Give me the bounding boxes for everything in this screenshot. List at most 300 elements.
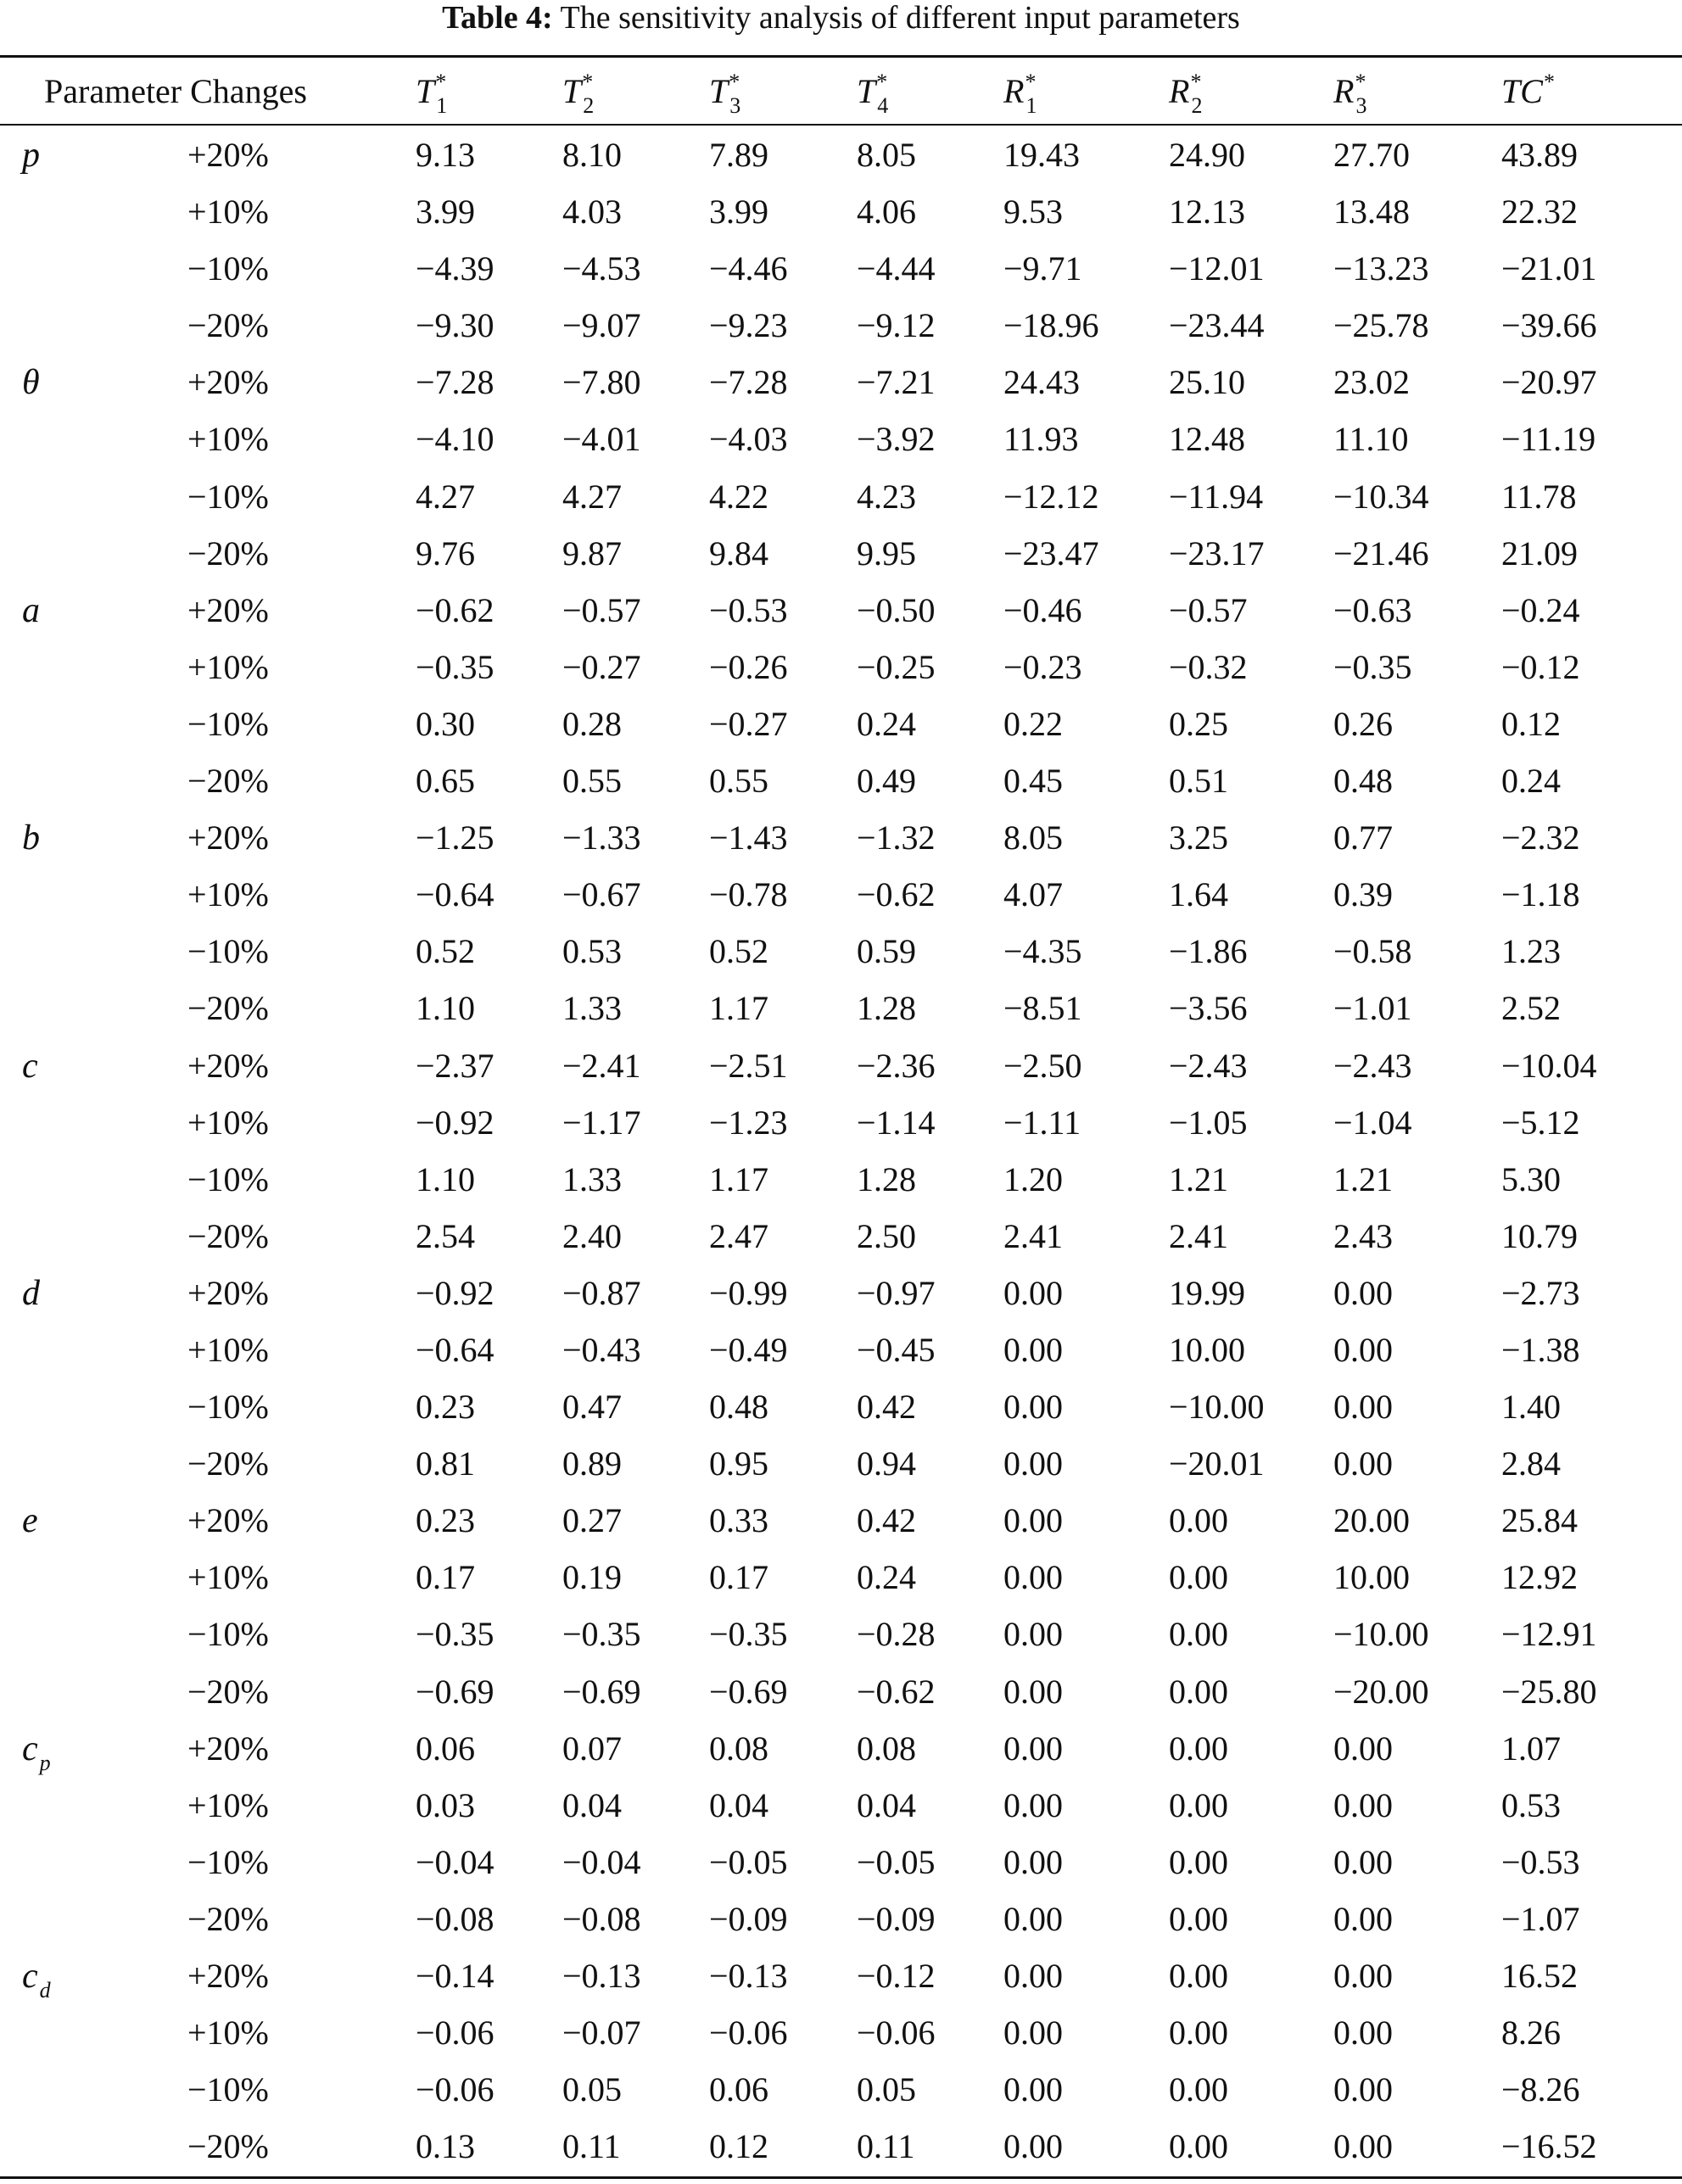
parameter-change: +20% [187, 1501, 269, 1540]
table-row [0, 1153, 1682, 1210]
table-cell: −1.25 [416, 818, 495, 857]
table-cell: 0.00 [1169, 1785, 1228, 1824]
table-cell: 25.84 [1501, 1501, 1578, 1540]
parameter-name: $c_d$ [22, 1957, 51, 2002]
parameter-change: +10% [187, 875, 269, 914]
parameter-name [22, 1443, 24, 1489]
table-cell: 0.00 [1003, 1842, 1063, 1881]
table-cell: 0.00 [1003, 1899, 1063, 1938]
table-cell: 0.24 [1501, 762, 1561, 801]
table-cell: 0.06 [416, 1729, 475, 1768]
table-cell: 0.00 [1003, 1330, 1063, 1369]
table-cell: 0.55 [709, 762, 768, 801]
table-cell: 0.04 [709, 1785, 768, 1824]
parameter-change: −10% [187, 1615, 269, 1654]
table-cell: −1.23 [709, 1103, 788, 1142]
parameter-change: +20% [187, 363, 269, 402]
table-caption [0, 0, 1682, 36]
table-cell: −0.09 [857, 1899, 936, 1938]
parameter-name [22, 1556, 24, 1603]
parameter-change: −10% [187, 704, 269, 743]
table-cell: 0.00 [1169, 2070, 1228, 2109]
parameter-name: p [22, 136, 40, 175]
table-row [0, 1950, 1682, 2007]
table-cell: −21.01 [1501, 249, 1597, 288]
table-cell: −0.58 [1333, 932, 1412, 971]
table-cell: 0.17 [416, 1558, 475, 1597]
parameter-name [22, 2125, 24, 2172]
parameter-change: −20% [187, 2127, 269, 2166]
table-cell: −0.92 [416, 1103, 495, 1142]
table-cell: 9.95 [857, 533, 916, 573]
table-cell: −0.12 [1501, 647, 1580, 686]
table-cell: −0.53 [709, 590, 788, 629]
table-row [0, 2120, 1682, 2177]
table-cell: −10.34 [1333, 477, 1429, 516]
table-cell: 0.00 [1169, 1957, 1228, 1995]
header-t4: $T^*_4$ [857, 70, 889, 118]
parameter-name [22, 191, 24, 237]
table-cell: −2.36 [857, 1046, 936, 1085]
table-cell: 24.43 [1003, 363, 1080, 402]
table-row [0, 812, 1682, 869]
table-cell: 24.90 [1169, 136, 1245, 174]
table-cell: −2.50 [1003, 1046, 1082, 1085]
table-cell: 0.24 [857, 1558, 916, 1597]
table-cell: 0.05 [857, 2070, 916, 2109]
parameter-change: +20% [187, 136, 269, 174]
parameter-name [22, 1785, 24, 1831]
table-cell: −0.57 [562, 590, 641, 629]
table-cell: −7.21 [857, 363, 936, 402]
table-bottom-rule [0, 2176, 1682, 2179]
table-cell: −2.43 [1169, 1046, 1248, 1085]
table-cell: −2.41 [562, 1046, 641, 1085]
table-cell: −9.30 [416, 306, 495, 345]
table-cell: −0.64 [416, 875, 495, 914]
table-cell: 1.21 [1169, 1159, 1228, 1198]
table-cell: −3.92 [857, 420, 936, 459]
table-cell: 0.53 [562, 932, 622, 971]
table-row [0, 1666, 1682, 1723]
parameter-name [22, 248, 24, 294]
parameter-change: +10% [187, 1103, 269, 1142]
table-cell: 0.17 [709, 1558, 768, 1597]
table-cell: 0.00 [1333, 1330, 1393, 1369]
table-row [0, 1723, 1682, 1779]
parameter-change: −10% [187, 477, 269, 516]
parameter-change: +10% [187, 1558, 269, 1597]
table-cell: 0.00 [1169, 1729, 1228, 1768]
table-row [0, 356, 1682, 413]
header-r1: $R^*_1$ [1003, 70, 1037, 118]
table-cell: −0.13 [709, 1957, 788, 1995]
table-cell: 5.30 [1501, 1159, 1561, 1198]
table-cell: 0.45 [1003, 762, 1063, 801]
table-cell: −0.25 [857, 647, 936, 686]
table-cell: −0.08 [562, 1899, 641, 1938]
table-cell: −0.63 [1333, 590, 1412, 629]
parameter-name: d [22, 1273, 40, 1313]
table-cell: −0.35 [416, 647, 495, 686]
table-cell: 0.00 [1333, 1899, 1393, 1938]
table-cell: −0.07 [562, 2014, 641, 2053]
table-cell: 0.94 [857, 1444, 916, 1483]
parameter-name [22, 476, 24, 522]
table-cell: 0.00 [1003, 1672, 1063, 1711]
table-cell: 0.81 [416, 1444, 475, 1483]
parameter-change: +20% [187, 1046, 269, 1085]
table-cell: 10.00 [1169, 1330, 1245, 1369]
parameter-change: +10% [187, 2014, 269, 2053]
parameter-change: −10% [187, 1159, 269, 1198]
table-cell: −0.45 [857, 1330, 936, 1369]
table-row [0, 1210, 1682, 1267]
parameter-name [22, 533, 24, 579]
table-cell: −0.27 [709, 704, 788, 743]
table-cell: −20.01 [1169, 1444, 1265, 1483]
table-row [0, 186, 1682, 243]
parameter-name [22, 304, 24, 351]
table-row [0, 1608, 1682, 1665]
table-cell: −7.28 [416, 363, 495, 402]
parameter-change: −20% [187, 1899, 269, 1938]
table-cell: 0.48 [1333, 762, 1393, 801]
table-cell: 0.00 [1003, 1729, 1063, 1768]
parameter-change: −10% [187, 249, 269, 288]
table-row [0, 1324, 1682, 1381]
parameter-change: +10% [187, 1785, 269, 1824]
table-cell: −0.23 [1003, 647, 1082, 686]
table-cell: 0.00 [1169, 1501, 1228, 1540]
table-cell: 1.17 [709, 1159, 768, 1198]
table-row [0, 1097, 1682, 1153]
parameter-name: $c_p$ [22, 1729, 51, 1775]
table-cell: 0.04 [562, 1785, 622, 1824]
table-cell: 9.87 [562, 533, 622, 573]
table-cell: −7.28 [709, 363, 788, 402]
table-cell: −1.33 [562, 818, 641, 857]
table-cell: 0.55 [562, 762, 622, 801]
table-cell: 0.00 [1003, 1558, 1063, 1597]
table-cell: 0.11 [857, 2127, 915, 2166]
table-cell: 11.10 [1333, 420, 1409, 459]
parameter-name: a [22, 590, 40, 630]
table-cell: −0.06 [709, 2014, 788, 2053]
table-cell: −0.87 [562, 1273, 641, 1312]
table-cell: −1.11 [1003, 1103, 1081, 1142]
table-row [0, 1779, 1682, 1836]
table-cell: −0.92 [416, 1273, 495, 1312]
parameter-change: +10% [187, 647, 269, 686]
table-cell: −23.17 [1169, 533, 1265, 573]
table-cell: 0.00 [1003, 1388, 1063, 1427]
table-cell: −1.01 [1333, 989, 1412, 1028]
parameter-change: +20% [187, 1729, 269, 1768]
table-cell: 19.43 [1003, 136, 1080, 174]
table-cell: −2.32 [1501, 818, 1580, 857]
table-cell: −8.26 [1501, 2070, 1580, 2109]
table-cell: 0.65 [416, 762, 475, 801]
table-cell: −18.96 [1003, 306, 1099, 345]
table-row [0, 1381, 1682, 1438]
table-cell: −0.06 [857, 2014, 936, 2053]
table-row [0, 299, 1682, 356]
table-cell: 0.00 [1169, 1558, 1228, 1597]
table-cell: 0.13 [416, 2127, 475, 2166]
table-cell: 0.00 [1003, 2014, 1063, 2053]
table-cell: 0.08 [709, 1729, 768, 1768]
table-cell: 0.49 [857, 762, 916, 801]
table-cell: 0.19 [562, 1558, 622, 1597]
table-cell: −12.01 [1169, 249, 1265, 288]
table-cell: −25.80 [1501, 1672, 1597, 1711]
table-cell: −0.04 [416, 1842, 495, 1881]
table-cell: 0.30 [416, 704, 475, 743]
table-cell: 16.52 [1501, 1957, 1578, 1995]
table-cell: 1.28 [857, 1159, 916, 1198]
table-cell: 2.50 [857, 1216, 916, 1255]
table-cell: −0.06 [416, 2014, 495, 2053]
table-cell: 4.27 [416, 477, 475, 516]
table-cell: −11.94 [1169, 477, 1264, 516]
parameter-change: −20% [187, 533, 269, 573]
parameter-name: c [22, 1046, 38, 1086]
header-t3: $T^*_3$ [709, 70, 741, 118]
table-cell: −4.01 [562, 420, 641, 459]
table-row [0, 2064, 1682, 2120]
table-cell: 0.89 [562, 1444, 622, 1483]
parameter-change: −20% [187, 1444, 269, 1483]
table-cell: −13.23 [1333, 249, 1429, 288]
table-row [0, 1438, 1682, 1494]
table-cell: 20.00 [1333, 1501, 1410, 1540]
table-cell: −0.04 [562, 1842, 641, 1881]
table-cell: 10.79 [1501, 1216, 1578, 1255]
table-cell: 0.00 [1003, 1501, 1063, 1540]
table-cell: −1.43 [709, 818, 788, 857]
table-cell: 2.41 [1003, 1216, 1063, 1255]
table-cell: −0.27 [562, 647, 641, 686]
table-cell: 1.10 [416, 1159, 475, 1198]
table-row [0, 641, 1682, 698]
table-cell: 9.76 [416, 533, 475, 573]
table-cell: 1.33 [562, 989, 622, 1028]
table-cell: −0.08 [416, 1899, 495, 1938]
table-row [0, 243, 1682, 299]
table-cell: −3.56 [1169, 989, 1248, 1028]
table-cell: 8.05 [1003, 818, 1063, 857]
table-row [0, 1836, 1682, 1893]
table-cell: 0.00 [1003, 1444, 1063, 1483]
table-cell: −0.50 [857, 590, 936, 629]
table-cell: −4.46 [709, 249, 788, 288]
table-cell: −10.00 [1333, 1615, 1429, 1654]
table-cell: 27.70 [1333, 136, 1410, 174]
parameter-change: −20% [187, 989, 269, 1028]
table-cell: −0.99 [709, 1273, 788, 1312]
table-cell: −10.04 [1501, 1046, 1597, 1085]
table-cell: 0.04 [857, 1785, 916, 1824]
parameter-change: −20% [187, 762, 269, 801]
parameter-name [22, 874, 24, 920]
table-cell: 0.22 [1003, 704, 1063, 743]
table-cell: 1.20 [1003, 1159, 1063, 1198]
table-cell: −0.53 [1501, 1842, 1580, 1881]
table-cell: 0.23 [416, 1501, 475, 1540]
table-cell: 0.00 [1169, 2127, 1228, 2166]
table-cell: −2.43 [1333, 1046, 1412, 1085]
table-row [0, 925, 1682, 982]
table-cell: −0.62 [416, 590, 495, 629]
table-cell: −0.35 [709, 1615, 788, 1654]
table-cell: −12.91 [1501, 1615, 1597, 1654]
table-cell: −8.51 [1003, 989, 1082, 1028]
parameter-name: e [22, 1501, 38, 1541]
parameter-change: −10% [187, 1842, 269, 1881]
parameter-name: θ [22, 363, 40, 403]
table-cell: 0.07 [562, 1729, 622, 1768]
table-cell: 0.06 [709, 2070, 768, 2109]
table-cell: −0.26 [709, 647, 788, 686]
table-top-rule [0, 55, 1682, 58]
table-cell: −4.35 [1003, 932, 1082, 971]
table-cell: −16.52 [1501, 2127, 1597, 2166]
table-cell: −0.35 [562, 1615, 641, 1654]
table-cell: 0.00 [1333, 1388, 1393, 1427]
table-cell: −9.23 [709, 306, 788, 345]
table-cell: 0.27 [562, 1501, 622, 1540]
table-cell: 0.08 [857, 1729, 916, 1768]
parameter-change: −20% [187, 1216, 269, 1255]
table-cell: 22.32 [1501, 193, 1578, 232]
table-cell: 1.21 [1333, 1159, 1393, 1198]
table-cell: −0.12 [857, 1957, 936, 1995]
table-cell: −2.51 [709, 1046, 788, 1085]
parameter-name: b [22, 818, 40, 858]
table-cell: −21.46 [1333, 533, 1429, 573]
parameter-name [22, 1215, 24, 1262]
table-cell: 0.00 [1003, 1785, 1063, 1824]
table-cell: −0.14 [416, 1957, 495, 1995]
table-row [0, 2007, 1682, 2064]
parameter-name [22, 646, 24, 693]
table-cell: 0.00 [1169, 1615, 1228, 1654]
table-cell: 11.78 [1501, 477, 1577, 516]
table-row [0, 129, 1682, 186]
table-cell: −4.03 [709, 420, 788, 459]
table-cell: −11.19 [1501, 420, 1596, 459]
table-cell: 0.59 [857, 932, 916, 971]
parameter-change: +10% [187, 1330, 269, 1369]
table-cell: 0.24 [857, 704, 916, 743]
table-cell: 1.28 [857, 989, 916, 1028]
table-cell: 0.00 [1003, 2070, 1063, 2109]
table-cell: −0.46 [1003, 590, 1082, 629]
table-cell: −4.39 [416, 249, 495, 288]
table-cell: 21.09 [1501, 533, 1578, 573]
header-r3: $R^*_3$ [1333, 70, 1367, 118]
table-cell: 1.33 [562, 1159, 622, 1198]
table-cell: 4.06 [857, 193, 916, 232]
table-row [0, 528, 1682, 584]
parameter-change: +20% [187, 590, 269, 629]
parameter-name [22, 1841, 24, 1888]
table-row [0, 755, 1682, 812]
table-row [0, 869, 1682, 925]
table-header-row [0, 61, 1682, 122]
table-cell: 1.17 [709, 989, 768, 1028]
table-cell: −0.13 [562, 1957, 641, 1995]
table-cell: 1.64 [1169, 875, 1228, 914]
table-cell: 0.47 [562, 1388, 622, 1427]
table-cell: −2.73 [1501, 1273, 1580, 1312]
table-cell: 43.89 [1501, 136, 1578, 174]
table-cell: 0.33 [709, 1501, 768, 1540]
parameter-name [22, 1102, 24, 1148]
table-cell: 0.53 [1501, 1785, 1561, 1824]
parameter-name [22, 1386, 24, 1433]
table-cell: −39.66 [1501, 306, 1597, 345]
table-cell: 0.52 [709, 932, 768, 971]
header-r2: $R^*_2$ [1169, 70, 1203, 118]
table-cell: −1.18 [1501, 875, 1580, 914]
table-cell: 2.41 [1169, 1216, 1228, 1255]
table-cell: 0.00 [1333, 2127, 1393, 2166]
table-cell: −0.35 [416, 1615, 495, 1654]
parameter-name [22, 1159, 24, 1205]
table-cell: 8.10 [562, 136, 622, 174]
table-cell: −2.37 [416, 1046, 495, 1085]
table-cell: 1.07 [1501, 1729, 1561, 1768]
table-cell: −0.05 [857, 1842, 936, 1881]
table-cell: −0.06 [416, 2070, 495, 2109]
table-cell: 0.05 [562, 2070, 622, 2109]
parameter-change: +20% [187, 1957, 269, 1995]
table-cell: 0.03 [416, 1785, 475, 1824]
table-cell: −1.32 [857, 818, 936, 857]
parameter-change: +20% [187, 818, 269, 857]
table-cell: 4.23 [857, 477, 916, 516]
table-cell: 10.00 [1333, 1558, 1410, 1597]
table-row [0, 982, 1682, 1039]
parameter-name [22, 760, 24, 807]
table-cell: 0.00 [1333, 2014, 1393, 2053]
table-cell: 0.00 [1003, 2127, 1063, 2166]
table-cell: 9.84 [709, 533, 768, 573]
table-cell: −1.38 [1501, 1330, 1580, 1369]
table-cell: 0.00 [1003, 1273, 1063, 1312]
parameter-change: −20% [187, 306, 269, 345]
parameter-name [22, 2069, 24, 2115]
table-cell: 4.27 [562, 477, 622, 516]
table-row [0, 698, 1682, 755]
table-cell: 0.39 [1333, 875, 1393, 914]
parameter-change: −10% [187, 2070, 269, 2109]
table-cell: 2.47 [709, 1216, 768, 1255]
table-row [0, 1040, 1682, 1097]
table-cell: −0.97 [857, 1273, 936, 1312]
parameter-change: −20% [187, 1672, 269, 1711]
table-cell: 0.12 [709, 2127, 768, 2166]
parameter-change: +20% [187, 1273, 269, 1312]
table-cell: 0.00 [1169, 1672, 1228, 1711]
parameter-name [22, 1671, 24, 1718]
table-cell: −5.12 [1501, 1103, 1580, 1142]
table-row [0, 1494, 1682, 1551]
table-row [0, 1551, 1682, 1608]
table-cell: −7.80 [562, 363, 641, 402]
